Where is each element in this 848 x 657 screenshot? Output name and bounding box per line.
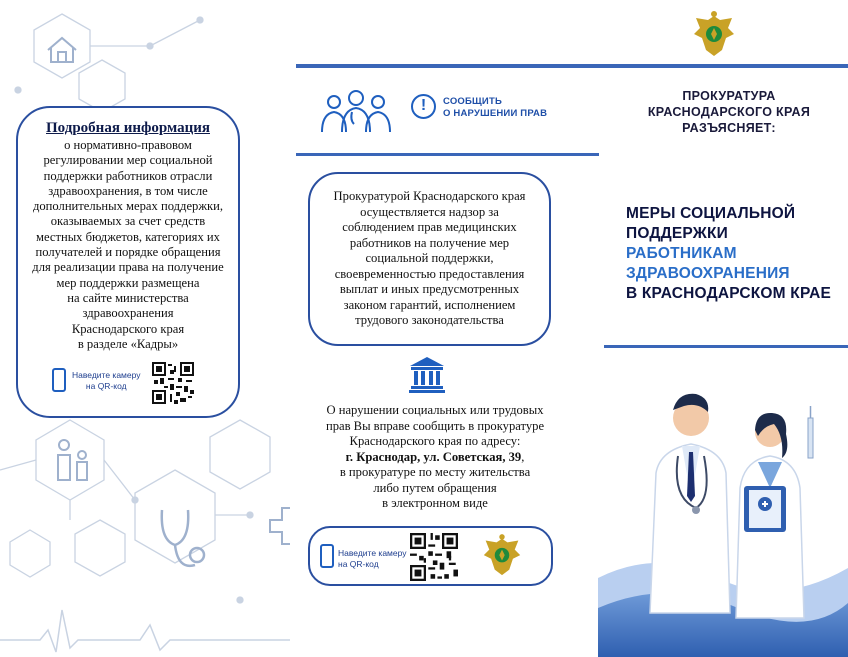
divider-line: [296, 64, 848, 68]
report-line: О НАРУШЕНИИ ПРАВ: [443, 108, 548, 119]
doctors-illustration: [598, 378, 848, 657]
info-line: оказываемых за счет средств: [50, 214, 206, 229]
violation-line: Краснодарского края по адресу:: [349, 434, 521, 448]
info-qr-row: [48, 360, 218, 404]
supervision-line: трудового законодательства: [355, 313, 504, 327]
info-line: поддержки работников отрасли: [43, 168, 213, 183]
qr-label-line: Наведите камеру: [338, 548, 407, 558]
info-line: в разделе «Кадры»: [77, 336, 179, 351]
divider-line: [296, 153, 599, 156]
info-line: о нормативно-правовом: [64, 138, 192, 152]
report-violation-link[interactable]: [443, 96, 547, 120]
violation-line: либо путем обращения: [373, 480, 497, 495]
info-text: [24, 138, 232, 352]
supervision-card: [308, 172, 551, 346]
qr-code[interactable]: [152, 362, 194, 404]
prosecutor-line: РАЗЪЯСНЯЕТ:: [682, 121, 776, 135]
supervision-line: социальной поддержки,: [365, 251, 494, 265]
qr-label-line: на QR-код: [85, 381, 127, 391]
qr-label: [338, 548, 407, 570]
violation-line: в прокуратуре по месту жительства: [339, 465, 531, 479]
report-line: СООБЩИТЬ: [443, 96, 502, 107]
info-line: местных бюджетов, категориях их: [36, 229, 220, 244]
supervision-line: законом гарантий, исполнением: [343, 297, 516, 312]
violation-line: О нарушении социальных или трудовых: [326, 403, 544, 417]
qr-label-line: Наведите камеру: [72, 370, 141, 380]
supervision-line: выплат и иных предусмотренных: [339, 282, 520, 296]
address-suffix: ,: [521, 449, 525, 464]
title-line: РАБОТНИКАМ: [626, 245, 737, 262]
address: г. Краснодар, ул. Советская, 39: [345, 449, 522, 464]
info-line: дополнительных мерах поддержки,: [32, 199, 224, 214]
title-line: МЕРЫ СОЦИАЛЬНОЙ: [626, 205, 796, 222]
info-line: получателей и порядке обращения: [35, 245, 221, 260]
supervision-line: соблюдением прав медицинских: [342, 220, 517, 234]
supervision-line: осуществляется надзор за: [360, 204, 499, 219]
violation-line: в электронном виде: [382, 496, 488, 510]
qr-label-line: на QR-код: [338, 559, 379, 569]
prosecutor-line: ПРОКУРАТУРА: [682, 89, 776, 103]
page-title: [626, 204, 848, 304]
title-line: ПОДДЕРЖКИ: [626, 225, 728, 242]
address-line: [304, 450, 566, 466]
info-line: на сайте министерства: [67, 290, 189, 305]
courthouse-icon: [408, 355, 446, 393]
info-line: для реализации права на получение: [32, 260, 224, 275]
report-qr-card: [308, 526, 553, 586]
info-line: мер поддержки размещена: [56, 275, 200, 290]
prosecutor-line: КРАСНОДАРСКОГО КРАЯ: [647, 105, 811, 119]
prosecutor-heading: [610, 88, 848, 136]
info-line: регулировании мер социальной: [43, 153, 213, 168]
title-line: В КРАСНОДАРСКОМ КРАЕ: [626, 285, 832, 302]
violation-text: [304, 403, 566, 512]
violation-line: прав Вы вправе сообщить в прокуратуре: [325, 418, 545, 433]
phone-icon: [52, 368, 66, 392]
info-line: здравоохранения, в том числе: [48, 183, 208, 198]
qr-code[interactable]: [410, 533, 458, 581]
info-line: Краснодарского края: [71, 321, 185, 336]
title-line: ЗДРАВООХРАНЕНИЯ: [626, 265, 790, 282]
qr-label: [72, 370, 141, 392]
supervision-line: Прокуратурой Краснодарского края: [333, 189, 526, 203]
divider-line: [604, 345, 848, 348]
phone-icon: [320, 544, 334, 568]
medical-staff-icon: [318, 88, 394, 134]
supervision-line: работников на получение мер: [349, 235, 510, 250]
exclamation-icon[interactable]: !: [411, 94, 436, 119]
info-line: здравоохранения: [82, 306, 174, 321]
detailed-info-card: [16, 106, 240, 418]
info-title: Подробная информация: [46, 120, 210, 136]
prosecutor-emblem: [692, 10, 736, 60]
supervision-line: своевременностью предоставления: [334, 266, 525, 281]
prosecutor-emblem: [482, 532, 522, 580]
